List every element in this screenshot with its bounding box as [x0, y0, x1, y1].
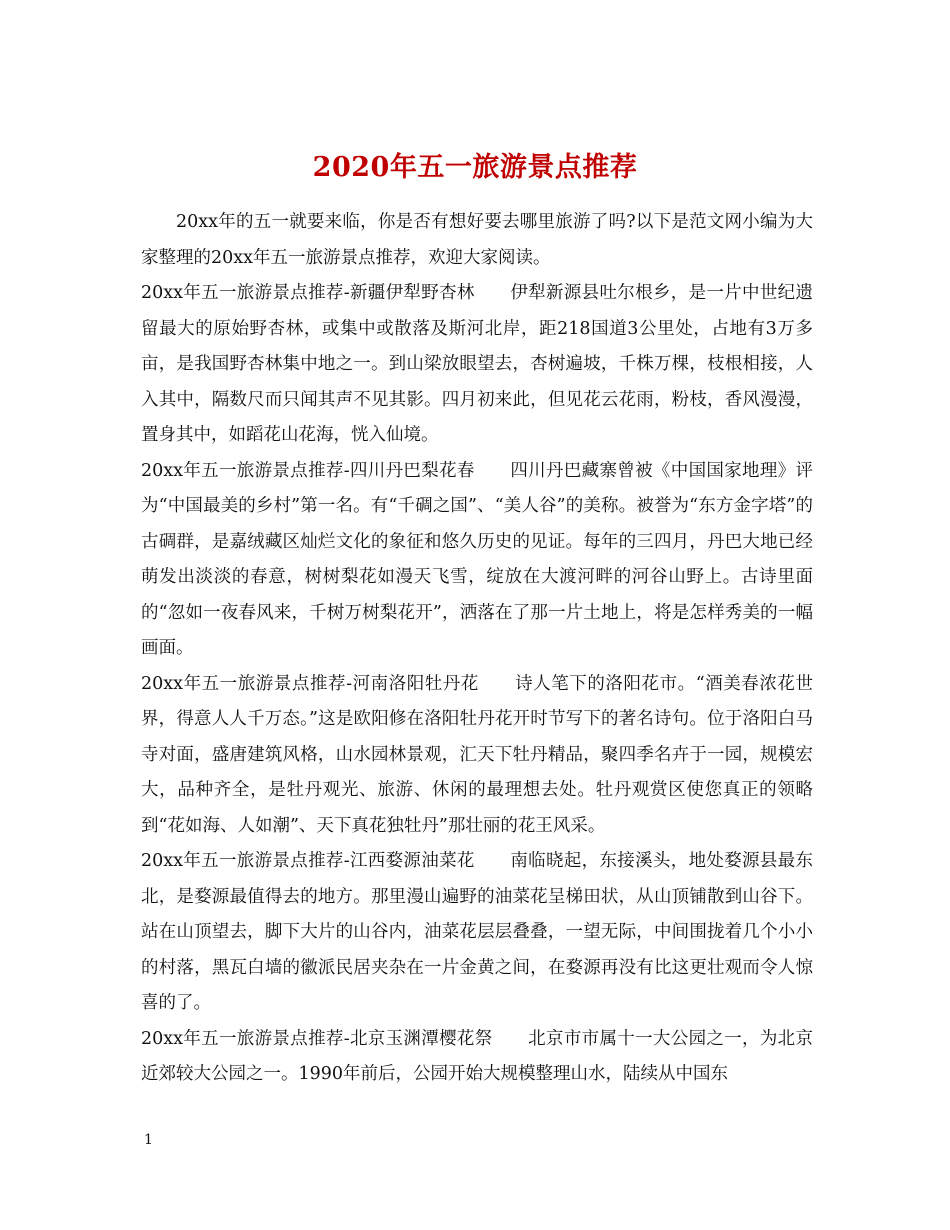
page-title: 2020年五一旅游景点推荐: [312, 152, 638, 184]
paragraph-luoyang-peony: 20xx年五一旅游景点推荐-河南洛阳牡丹花 诗人笔下的洛阳花市。“酒美春浓花世界，得意人人千万态。”这是欧阳修在洛阳牡丹花开时节写下的著名诗句。位于洛阳白马寺对面，盛唐建筑风格，山水园林景观，汇天下牡丹精品，聚四季名卉于一园，规模宏大，品种齐全，是牡丹观光、旅游、休闲的最理想去处。牡丹观赏区使您真正的领略到“花如海、人如潮”、天下真花独牡丹”那壮丽的花王风采。: [141, 673, 813, 836]
page-number: 1: [144, 1132, 153, 1148]
paragraph-wuyuan-rapeseed: 20xx年五一旅游景点推荐-江西婺源油菜花 南临晓起，东接溪头，地处婺源县最东北，是婺源最值得去的地方。那里漫山遍野的油菜花呈梯田状，从山顶铺散到山谷下。站在山顶望去，脚下大片的山谷内，油菜花层层叠叠，一望无际，中间围拢着几个小小的村落，黑瓦白墙的徽派民居夹杂在一片金黄之间，在婺源再没有比这更壮观而令人惊喜的了。: [141, 851, 813, 1013]
document-body: [141, 205, 813, 1093]
paragraph-xinjiang-apricot: 20xx年五一旅游景点推荐-新疆伊犁野杏林 伊犁新源县吐尔根乡，是一片中世纪遗留最大的原始野杏林，或集中或散落及斯河北岸，距218国道3公里处，占地有3万多亩，是我国野杏林集中地之一。到山梁放眼望去，杏树遍坡，千株万棵，枝根相接，人入其中，隔数尺而只闻其声不见其影。四月初来此，但见花云花雨，粉枝，香风漫漫，置身其中，如蹈花山花海，恍入仙境。: [141, 283, 813, 445]
intro-paragraph: 20xx年的五一就要来临，你是否有想好要去哪里旅游了吗?以下是范文网小编为大家整理的20xx年五一旅游景点推荐，欢迎大家阅读。: [141, 212, 813, 268]
paragraph-sichuan-pear: 20xx年五一旅游景点推荐-四川丹巴梨花春 四川丹巴藏寨曾被《中国国家地理》评为“中国最美的乡村”第一名。有“千碉之国”、“美人谷”的美称。被誉为“东方金字塔”的古碉群，是嘉绒藏区灿烂文化的象征和悠久历史的见证。每年的三四月，丹巴大地已经萌发出淡淡的春意，树树梨花如漫天飞雪，绽放在大渡河畔的河谷山野上。古诗里面的“忽如一夜春风来，千树万树梨花开”，洒落在了那一片土地上，将是怎样秀美的一幅画面。: [141, 460, 813, 658]
paragraph-beijing-cherry: 20xx年五一旅游景点推荐-北京玉渊潭樱花祭 北京市市属十一大公园之一，为北京近郊较大公园之一。1990年前后，公园开始大规模整理山水，陆续从中国东: [141, 1028, 813, 1084]
